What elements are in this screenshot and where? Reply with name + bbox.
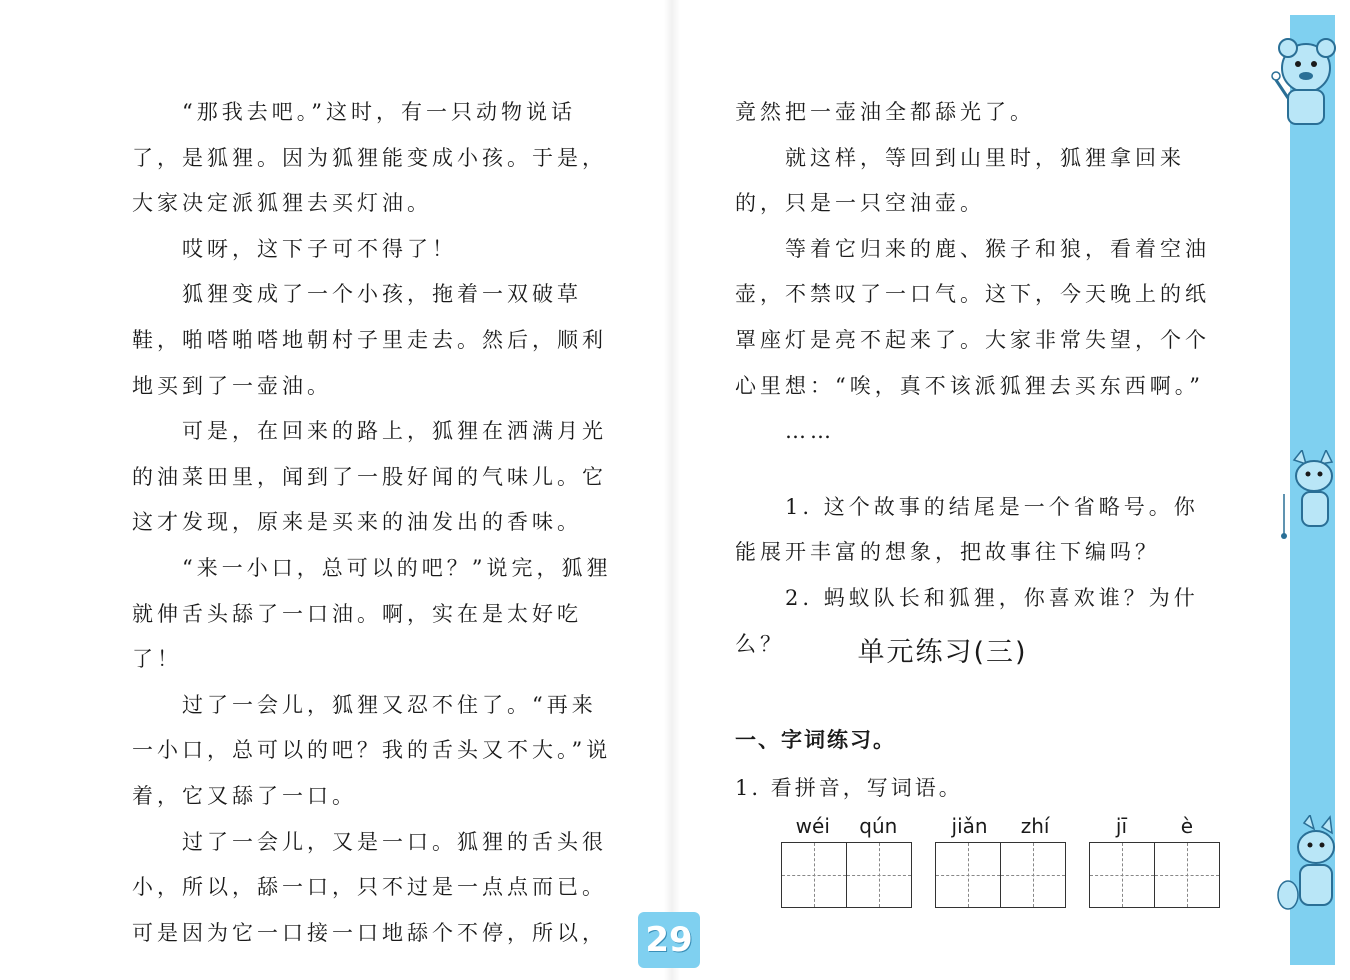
question-item: 2. 蚂蚁队长和狐狸，你喜欢谁？为什么？ — [735, 585, 1199, 656]
wolf-mascot-icon — [1276, 450, 1346, 550]
bear-mascot-icon — [1268, 30, 1348, 140]
story-paragraph: 狐狸变成了一个小孩，拖着一双破草鞋，啪嗒啪嗒地朝村子里走去。然后，顺利地买到了一壶油。 — [132, 282, 607, 398]
pinyin-syllable: wéi — [795, 814, 830, 838]
writing-box[interactable] — [1000, 843, 1065, 907]
story-paragraph: 可是，在回来的路上，狐狸在洒满月光的油菜田里，闻到了一股好闻的气味儿。它这才发现，原来是买来的油发出的香味。 — [132, 419, 607, 535]
pinyin-word-group — [1089, 814, 1220, 908]
story-paragraph: 过了一会儿，又是一口。狐狸的舌头很小，所以，舔一口，只不过是一点点而已。可是因为它一口接一口地舔个不停，所以， — [132, 829, 607, 945]
story-right-column — [735, 90, 1220, 667]
writing-box[interactable] — [782, 843, 846, 907]
writing-box[interactable] — [1154, 843, 1219, 907]
pinyin-word-group — [935, 814, 1066, 908]
unit-title: 单元练习(三) — [857, 637, 1028, 668]
section-title: 一、字词练习。 — [735, 728, 896, 752]
story-paragraph: 就这样，等回到山里时，狐狸拿回来的，只是一只空油壶。 — [735, 145, 1185, 216]
pinyin-syllable: zhí — [1020, 814, 1050, 838]
pinyin-word-group — [781, 814, 912, 908]
story-left-column — [132, 90, 614, 956]
story-paragraph: 竟然把一壶油全都舔光了。 — [735, 100, 1035, 124]
question-item: 1. 这个故事的结尾是一个省略号。你能展开丰富的想象，把故事往下编吗？ — [735, 494, 1199, 565]
writing-grid[interactable] — [935, 842, 1066, 908]
writing-grid[interactable] — [781, 842, 912, 908]
pinyin-text — [935, 814, 1066, 838]
story-paragraph: 过了一会儿，狐狸又忍不住了。“再来一小口，总可以的吧？我的舌头又不大。”说着，它又舔了一口。 — [132, 692, 612, 808]
story-paragraph: 哎呀，这下子可不得了！ — [182, 236, 457, 261]
pinyin-syllable: jī — [1115, 814, 1128, 838]
story-paragraph: “来一小口，总可以的吧？”说完，狐狸就伸舌头舔了一口油。啊，实在是太好吃了！ — [132, 555, 612, 672]
pinyin-syllable: è — [1180, 814, 1194, 838]
writing-box[interactable] — [1090, 843, 1154, 907]
pinyin-question: 1. 看拼音，写词语。 — [735, 776, 963, 800]
pinyin-syllable: qún — [859, 814, 898, 838]
ellipsis-line: …… — [785, 419, 835, 444]
story-paragraph: 等着它归来的鹿、猴子和狼，看着空油壶，不禁叹了一口气。这下，今天晚上的纸罩座灯是亮不起来了。大家非常失望，个个心里想：“唉，真不该派狐狸去买东西啊。” — [735, 236, 1210, 398]
writing-box[interactable] — [846, 843, 911, 907]
pinyin-text — [781, 814, 912, 838]
book-gutter — [664, 0, 680, 980]
writing-grid[interactable] — [1089, 842, 1220, 908]
pinyin-syllable: jiǎn — [951, 814, 988, 838]
page-number: 29 — [638, 912, 700, 968]
pinyin-text — [1089, 814, 1220, 838]
fox-mascot-icon — [1276, 815, 1346, 930]
writing-box[interactable] — [936, 843, 1000, 907]
story-paragraph: “那我去吧。”这时，有一只动物说话了，是狐狸。因为狐狸能变成小孩。于是，大家决定派狐狸去买灯油。 — [132, 100, 607, 216]
